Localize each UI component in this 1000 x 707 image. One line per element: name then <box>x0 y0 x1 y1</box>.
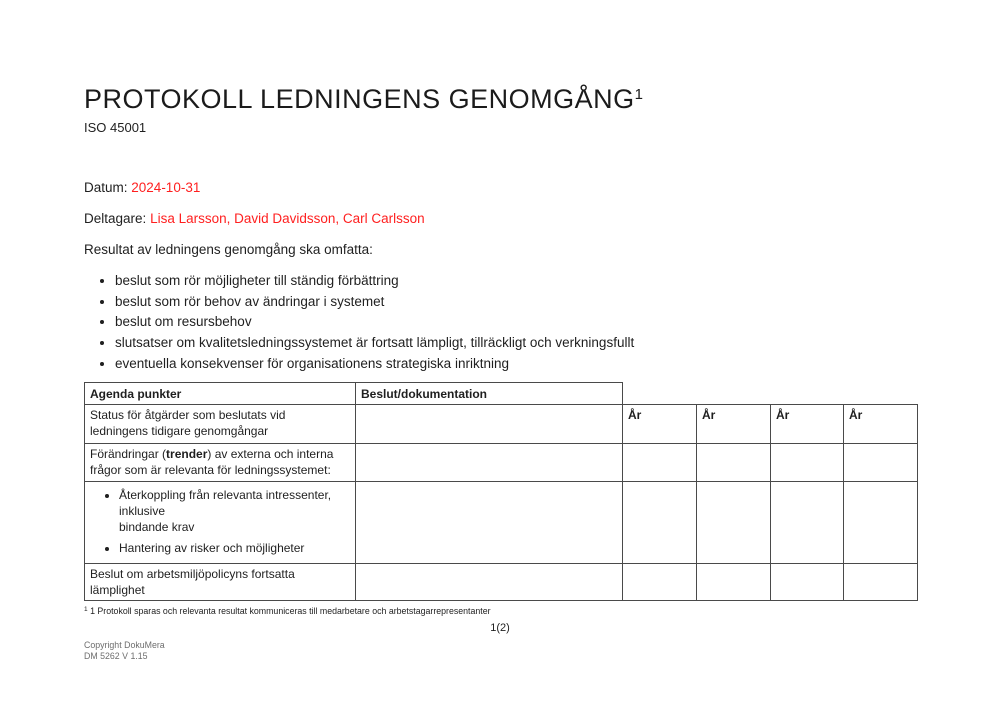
footnote-separator <box>84 600 231 601</box>
date-value: 2024-10-31 <box>131 180 201 195</box>
agenda-cell-policy: Beslut om arbetsmiljöpolicyns fortsatta lämplighet <box>85 564 356 601</box>
cell-text: Förändringar ( <box>90 447 167 461</box>
table-row <box>85 564 918 601</box>
agenda-cell-subpoints <box>85 482 356 564</box>
list-item: • beslut om resursbehov <box>115 312 819 333</box>
agenda-cell-status <box>85 405 356 444</box>
year-cell-empty <box>623 444 697 482</box>
table-row <box>85 444 918 482</box>
table-header-row <box>85 383 918 405</box>
iso-standard-label: ISO 45001 <box>84 120 147 135</box>
title-footnote-ref: 1 <box>634 86 643 103</box>
participants-line <box>84 211 425 226</box>
list-item: • eventuella konsekvenser för organisationens strategiska inriktning <box>115 354 819 375</box>
year-cell-empty <box>697 482 771 564</box>
decision-cell-empty <box>356 444 623 482</box>
cell-text-line: frågor som är relevanta för ledningssystemet: <box>90 463 331 477</box>
year-cell-empty <box>623 482 697 564</box>
date-line <box>84 180 200 195</box>
list-item: • Hantering av risker och möjligheter <box>119 540 350 556</box>
year-cell-empty <box>771 564 844 601</box>
agenda-table <box>84 382 918 601</box>
cell-text-line: bindande krav <box>119 520 195 534</box>
list-item: • slutsatser om kvalitetsledningssystemet är fortsatt lämpligt, tillräckligt och verkningsfullt <box>115 333 819 354</box>
page-title-text: PROTOKOLL LEDNINGENS GENOMGÅNG <box>84 84 635 114</box>
footnote <box>84 606 491 616</box>
year-cell-empty <box>771 444 844 482</box>
year-cell-empty <box>623 564 697 601</box>
year-cell-empty <box>771 482 844 564</box>
list-item: • beslut som rör möjligheter till ständig förbättring <box>115 271 819 292</box>
cell-text-line <box>90 446 350 462</box>
document-id-line: DM 5262 V 1.15 <box>84 651 148 661</box>
year-cell-empty <box>844 444 918 482</box>
intro-paragraph: Resultat av ledningens genomgång ska omfatta: <box>84 242 373 257</box>
results-bullet-list <box>99 271 819 375</box>
year-cell-empty <box>844 482 918 564</box>
page-number: 1(2) <box>490 622 510 634</box>
cell-text-line: Status för åtgärder som beslutats vid <box>90 408 286 422</box>
year-cell-empty <box>697 564 771 601</box>
cell-bullet-list <box>90 487 350 556</box>
participants-value: Lisa Larsson, David Davidsson, Carl Carlsson <box>150 211 425 226</box>
cell-text-line: ledningens tidigare genomgångar <box>90 424 269 438</box>
page-title <box>84 84 643 115</box>
header-spacer <box>623 383 918 405</box>
year-header-cell: År <box>623 405 697 444</box>
year-cell-empty <box>697 444 771 482</box>
cell-text-line: • Återkoppling från relevanta intressenter, inklusive <box>119 488 332 518</box>
cell-text: ) av externa och interna <box>207 447 334 461</box>
column-header-decision: Beslut/dokumentation <box>356 383 623 405</box>
decision-cell-empty <box>356 405 623 444</box>
list-item <box>119 487 350 535</box>
list-item: • beslut som rör behov av ändringar i systemet <box>115 292 819 313</box>
decision-cell-empty <box>356 564 623 601</box>
column-header-agenda: Agenda punkter <box>85 383 356 405</box>
year-header-cell: År <box>771 405 844 444</box>
footnote-text: 1 Protokoll sparas och relevanta resultat kommuniceras till medarbetare och arbetstagarrepresentanter <box>90 606 491 616</box>
table-row <box>85 405 918 444</box>
footnote-ref: 1 <box>84 606 88 613</box>
document-footer <box>84 640 165 662</box>
participants-label: Deltagare: <box>84 211 147 226</box>
table-row <box>85 482 918 564</box>
date-label: Datum: <box>84 180 128 195</box>
decision-cell-empty <box>356 482 623 564</box>
cell-text-bold: trender <box>166 447 208 461</box>
agenda-cell-changes <box>85 444 356 482</box>
year-cell-empty <box>844 564 918 601</box>
year-header-cell: År <box>844 405 918 444</box>
copyright-line: Copyright DokuMera <box>84 640 165 650</box>
year-header-cell: År <box>697 405 771 444</box>
